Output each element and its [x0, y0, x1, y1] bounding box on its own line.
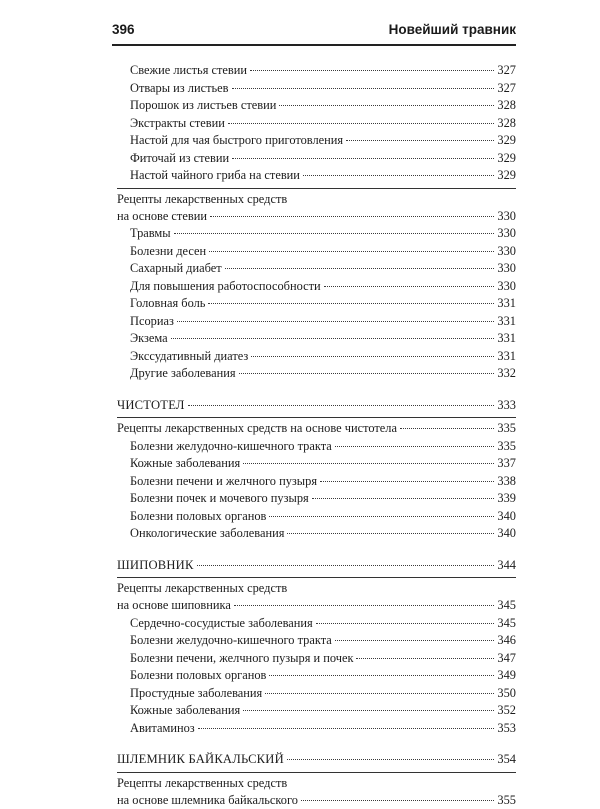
- page-number: 396: [112, 22, 135, 37]
- toc-entry-label: Экссудативный диатез: [130, 348, 248, 366]
- toc-entry-label: Рецепты лекарственных средств на основе чистотела: [117, 420, 397, 438]
- toc-entry-label: на основе шиповника: [117, 597, 231, 615]
- toc-page-number: 338: [497, 473, 516, 491]
- toc-chapter[interactable]: [117, 397, 516, 415]
- dot-leader: [287, 533, 494, 534]
- section-gap: [117, 543, 516, 557]
- dot-leader: [279, 105, 494, 106]
- toc-page-number: 331: [497, 295, 516, 313]
- dot-leader: [188, 405, 495, 406]
- dot-leader: [269, 516, 494, 517]
- toc-entry[interactable]: [117, 685, 516, 703]
- toc-page-number: 327: [497, 80, 516, 98]
- dot-leader: [335, 446, 495, 447]
- dot-leader: [312, 498, 495, 499]
- running-title: Новейший травник: [389, 22, 516, 37]
- toc-section[interactable]: [117, 775, 516, 809]
- toc-page-number: 353: [497, 720, 516, 738]
- toc-entry-label: Головная боль: [130, 295, 205, 313]
- toc-page-number: 345: [497, 615, 516, 633]
- dot-leader: [287, 759, 495, 760]
- toc-page-number: 331: [497, 313, 516, 331]
- dot-leader: [269, 675, 494, 676]
- toc-entry-label: Болезни почек и мочевого пузыря: [130, 490, 309, 508]
- dot-leader: [234, 605, 495, 606]
- toc-entry-label: Онкологические заболевания: [130, 525, 284, 543]
- toc-page-number: 330: [497, 278, 516, 296]
- toc-entry-label: Травмы: [130, 225, 171, 243]
- toc-page-number: 346: [497, 632, 516, 650]
- toc-entry[interactable]: [117, 225, 516, 243]
- dot-leader: [301, 800, 494, 801]
- dot-leader: [250, 70, 494, 71]
- toc-chapter[interactable]: [117, 751, 516, 769]
- toc-entry[interactable]: [117, 260, 516, 278]
- toc-entry-label: Авитаминоз: [130, 720, 195, 738]
- toc-page-number: 328: [497, 97, 516, 115]
- toc-entry[interactable]: [117, 632, 516, 650]
- dot-leader: [346, 140, 494, 141]
- dot-leader: [177, 321, 495, 322]
- toc-entry[interactable]: [117, 150, 516, 168]
- toc-entry[interactable]: [117, 97, 516, 115]
- dot-leader: [197, 565, 495, 566]
- dot-leader: [232, 158, 494, 159]
- dot-leader: [251, 356, 494, 357]
- toc-entry[interactable]: [117, 508, 516, 526]
- toc-page-number: 355: [497, 792, 516, 809]
- toc-entry-label: Болезни половых органов: [130, 508, 266, 526]
- toc-entry[interactable]: [117, 720, 516, 738]
- table-of-contents: [117, 62, 516, 809]
- toc-entry[interactable]: [117, 615, 516, 633]
- toc-page-number: 330: [497, 208, 516, 226]
- toc-entry-label: Простудные заболевания: [130, 685, 262, 703]
- toc-entry[interactable]: [117, 313, 516, 331]
- toc-entry-label: Болезни десен: [130, 243, 206, 261]
- toc-page-number: 340: [497, 525, 516, 543]
- dot-leader: [265, 693, 494, 694]
- toc-entry[interactable]: [117, 365, 516, 383]
- toc-entry-label: Экзема: [130, 330, 168, 348]
- dot-leader: [208, 303, 494, 304]
- toc-entry-label: Порошок из листьев стевии: [130, 97, 276, 115]
- dot-leader: [400, 428, 494, 429]
- toc-entry-label: Болезни желудочно-кишечного тракта: [130, 438, 332, 456]
- dot-leader: [171, 338, 495, 339]
- toc-entry-label: ЧИСТОТЕЛ: [117, 397, 185, 415]
- toc-page-number: 352: [497, 702, 516, 720]
- dot-leader: [316, 623, 495, 624]
- toc-entry-label: Болезни печени, желчного пузыря и почек: [130, 650, 353, 668]
- section-divider: [117, 417, 516, 418]
- dot-leader: [356, 658, 494, 659]
- toc-entry[interactable]: [117, 243, 516, 261]
- toc-page-number: 332: [497, 365, 516, 383]
- toc-entry[interactable]: [117, 295, 516, 313]
- toc-entry[interactable]: [117, 348, 516, 366]
- toc-entry-label: Отвары из листьев: [130, 80, 229, 98]
- toc-page-number: 335: [497, 420, 516, 438]
- toc-entry[interactable]: [117, 167, 516, 185]
- toc-page-number: 337: [497, 455, 516, 473]
- dot-leader: [239, 373, 495, 374]
- toc-entry-label: Сердечно-сосудистые заболевания: [130, 615, 313, 633]
- toc-entry-label: ШЛЕМНИК БАЙКАЛЬСКИЙ: [117, 751, 284, 769]
- toc-entry-title-line: Рецепты лекарственных средств: [117, 775, 516, 792]
- toc-page-number: 335: [497, 438, 516, 456]
- toc-page-number: 340: [497, 508, 516, 526]
- dot-leader: [174, 233, 495, 234]
- toc-chapter[interactable]: [117, 557, 516, 575]
- toc-page-number: 331: [497, 348, 516, 366]
- toc-entry[interactable]: [117, 115, 516, 133]
- toc-entry-label: Фиточай из стевии: [130, 150, 229, 168]
- toc-entry[interactable]: [117, 438, 516, 456]
- toc-page-number: 327: [497, 62, 516, 80]
- dot-leader: [303, 175, 494, 176]
- toc-entry[interactable]: [117, 525, 516, 543]
- toc-entry[interactable]: [117, 278, 516, 296]
- toc-page-number: 350: [497, 685, 516, 703]
- toc-page-number: 347: [497, 650, 516, 668]
- toc-entry-label: Псориаз: [130, 313, 174, 331]
- toc-entry[interactable]: [117, 455, 516, 473]
- toc-entry-label: Настой для чая быстрого приготовления: [130, 132, 343, 150]
- toc-entry[interactable]: [117, 667, 516, 685]
- toc-entry[interactable]: [117, 62, 516, 80]
- section-gap: [117, 383, 516, 397]
- toc-entry-title-line: Рецепты лекарственных средств: [117, 580, 516, 597]
- toc-entry-label: Кожные заболевания: [130, 455, 240, 473]
- toc-page-number: 330: [497, 225, 516, 243]
- page-header: [112, 18, 516, 40]
- toc-page-number: 329: [497, 167, 516, 185]
- toc-entry[interactable]: [117, 650, 516, 668]
- toc-section[interactable]: [117, 191, 516, 226]
- section-gap: [117, 737, 516, 751]
- toc-page-number: 339: [497, 490, 516, 508]
- dot-leader: [320, 481, 494, 482]
- toc-entry-label: Болезни половых органов: [130, 667, 266, 685]
- toc-entry-label: ШИПОВНИК: [117, 557, 194, 575]
- dot-leader: [324, 286, 495, 287]
- header-rule: [112, 44, 516, 46]
- dot-leader: [232, 88, 495, 89]
- dot-leader: [243, 463, 494, 464]
- toc-entry-label: Экстракты стевии: [130, 115, 225, 133]
- section-divider: [117, 577, 516, 578]
- toc-page-number: 345: [497, 597, 516, 615]
- toc-entry-label: Настой чайного гриба на стевии: [130, 167, 300, 185]
- dot-leader: [209, 251, 494, 252]
- toc-entry-label: Болезни желудочно-кишечного тракта: [130, 632, 332, 650]
- toc-page-number: 331: [497, 330, 516, 348]
- toc-entry-label: Другие заболевания: [130, 365, 236, 383]
- toc-page-number: 333: [497, 397, 516, 415]
- toc-page-number: 344: [497, 557, 516, 575]
- toc-page-number: 354: [497, 751, 516, 769]
- section-divider: [117, 188, 516, 189]
- toc-entry-label: Болезни печени и желчного пузыря: [130, 473, 317, 491]
- toc-page-number: 329: [497, 132, 516, 150]
- dot-leader: [228, 123, 495, 124]
- toc-entry[interactable]: [117, 702, 516, 720]
- toc-entry-title-line: Рецепты лекарственных средств: [117, 191, 516, 208]
- dot-leader: [335, 640, 495, 641]
- toc-section[interactable]: [117, 420, 516, 438]
- toc-entry[interactable]: [117, 330, 516, 348]
- toc-entry-label: Для повышения работоспособности: [130, 278, 321, 296]
- toc-section[interactable]: [117, 580, 516, 615]
- dot-leader: [198, 728, 495, 729]
- toc-page-number: 330: [497, 243, 516, 261]
- toc-page-number: 328: [497, 115, 516, 133]
- toc-entry[interactable]: [117, 132, 516, 150]
- dot-leader: [225, 268, 495, 269]
- toc-page-number: 330: [497, 260, 516, 278]
- dot-leader: [243, 710, 494, 711]
- toc-entry[interactable]: [117, 490, 516, 508]
- toc-entry-label: Кожные заболевания: [130, 702, 240, 720]
- toc-entry-label: Свежие листья стевии: [130, 62, 247, 80]
- toc-page-number: 349: [497, 667, 516, 685]
- toc-entry[interactable]: [117, 80, 516, 98]
- toc-entry-label: на основе стевии: [117, 208, 207, 226]
- toc-entry[interactable]: [117, 473, 516, 491]
- section-divider: [117, 772, 516, 773]
- dot-leader: [210, 216, 494, 217]
- toc-entry-label: на основе шлемника байкальского: [117, 792, 298, 809]
- toc-entry-label: Сахарный диабет: [130, 260, 222, 278]
- toc-page-number: 329: [497, 150, 516, 168]
